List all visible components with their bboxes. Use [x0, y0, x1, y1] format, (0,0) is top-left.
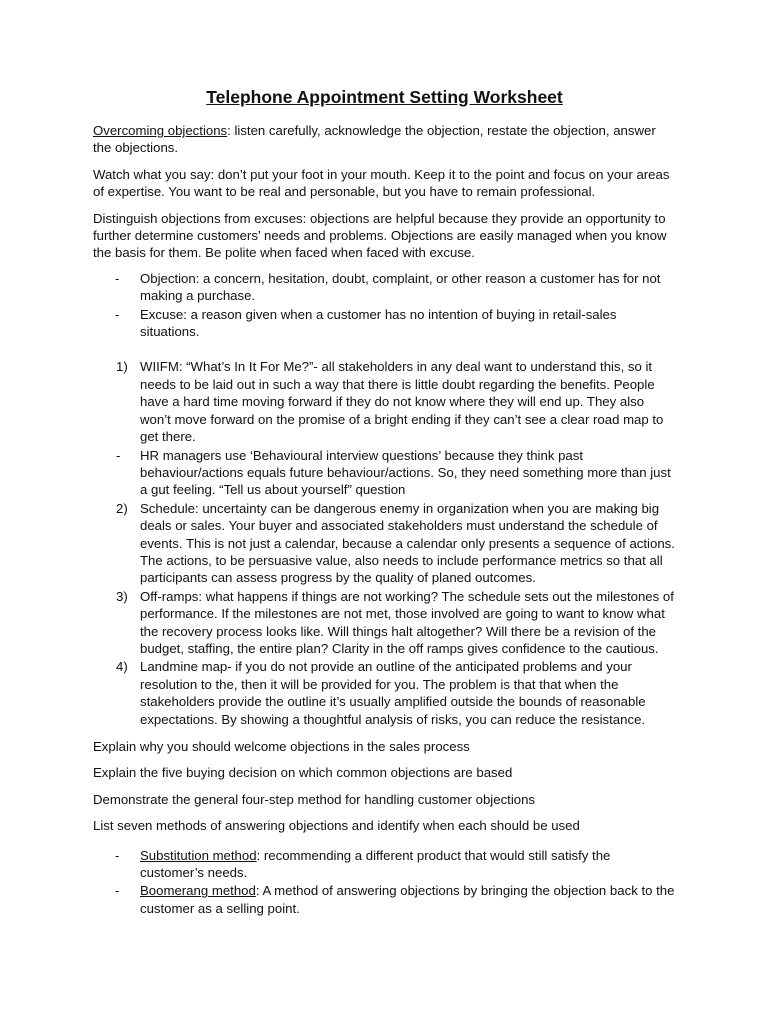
method-label: Boomerang method	[140, 883, 256, 899]
list-item	[93, 847, 676, 882]
list-item-text: Landmine map- if you do not provide an outline of the anticipated problems and your resolution to the, then it will be provided for you. The problem is that that when the stakeholders provide the outline it’s usually amplified outside the bounds of reasonable expectations. By showing a thoughtful analysis of risks, you can reduce the resistance.	[140, 659, 646, 727]
list-item-text: Off-ramps: what happens if things are not working? The schedule sets out the milestones of performance. If the milestones are not met, those involved are going to want to know what the recovery process looks like. Will things halt altogether? Will there be a revision of the budget, staffing, the entire plan? Clarity in the off ramps gives confidence to the cautious.	[140, 588, 674, 656]
task-line: Demonstrate the general four-step method for handling customer objections	[93, 791, 536, 807]
list-item	[93, 882, 676, 917]
methods-list	[93, 847, 676, 918]
list-marker: -	[115, 306, 120, 322]
list-marker: -	[116, 447, 121, 463]
overcoming-label: Overcoming objections	[93, 123, 228, 138]
list-item-text: Excuse: a reason given when a customer has no intention of buying in retail-sales situations.	[140, 306, 617, 340]
method-text: : recommending a different product that would still satisfy the customer’s needs.	[140, 847, 611, 881]
overcoming-text: : listen carefully, acknowledge the objection, restate the objection, answer the objections.	[93, 123, 656, 156]
list-item-text: HR managers use ‘Behavioural interview questions’ because they think past behaviour/actions equals future behaviour/actions. So, they need something more than just a gut feeling. “Tell us about yourself” question	[140, 447, 671, 498]
list-item-text: WIIFM: “What’s In It For Me?”- all stakeholders in any deal want to understand this, so it needs to be laid out in such a way that there is little doubt regarding the benefits. People have a hard time moving forward if they do not know where they will end up. They also won’t move forward on the promise of a bright ending if they can’t see a clear road map to get there.	[140, 359, 664, 445]
list-marker: 4)	[116, 659, 128, 675]
watch-paragraph: Watch what you say: don’t put your foot in your mouth. Keep it to the point and focus on your areas of expertise. You want to be real and personable, but you have to remain professional.	[93, 166, 670, 200]
list-marker: 3)	[116, 588, 128, 604]
document-title: Telephone Appointment Setting Worksheet	[206, 87, 563, 107]
list-item-text: Objection: a concern, hesitation, doubt, complaint, or other reason a customer has for not making a purchase.	[140, 270, 661, 304]
list-marker: 2)	[116, 500, 128, 516]
list-item	[93, 658, 676, 728]
overcoming-paragraph	[93, 122, 676, 157]
method-label: Substitution method	[140, 847, 257, 863]
task-line: Explain why you should welcome objections in the sales process	[93, 739, 470, 754]
definitions-list	[93, 270, 676, 341]
list-item	[93, 306, 676, 341]
list-item	[93, 447, 676, 499]
points-list	[93, 358, 676, 728]
list-item	[93, 358, 676, 445]
list-item	[93, 270, 676, 305]
distinguish-paragraph: Distinguish objections from excuses: objections are helpful because they provide an opportunity to further determine customers’ needs and problems. Objections are easily managed when you know the basis for them. Be polite when faced when faced with excuse.	[93, 210, 667, 261]
task-line: Explain the five buying decision on which common objections are based	[93, 765, 513, 781]
list-item	[93, 500, 676, 587]
method-text: : A method of answering objections by bringing the objection back to the customer as a selling point.	[140, 883, 675, 916]
list-item-text	[140, 882, 676, 917]
list-marker: 1)	[116, 359, 128, 375]
list-item	[93, 588, 676, 658]
list-marker: -	[115, 847, 120, 863]
task-line: List seven methods of answering objections and identify when each should be used	[93, 818, 580, 834]
list-marker: -	[115, 270, 120, 286]
list-marker: -	[115, 883, 120, 899]
list-item-text: Schedule: uncertainty can be dangerous enemy in organization when you are making big deals or sales. Your buyer and associated stakeholders must understand the schedule of events. This is not just a calendar, because a calendar only presents a sequence of actions. The actions, to be persuasive value, also needs to include performance metrics so that all participants can assess progress by the quality of planed outcomes.	[140, 500, 675, 586]
list-item-text	[140, 847, 676, 882]
